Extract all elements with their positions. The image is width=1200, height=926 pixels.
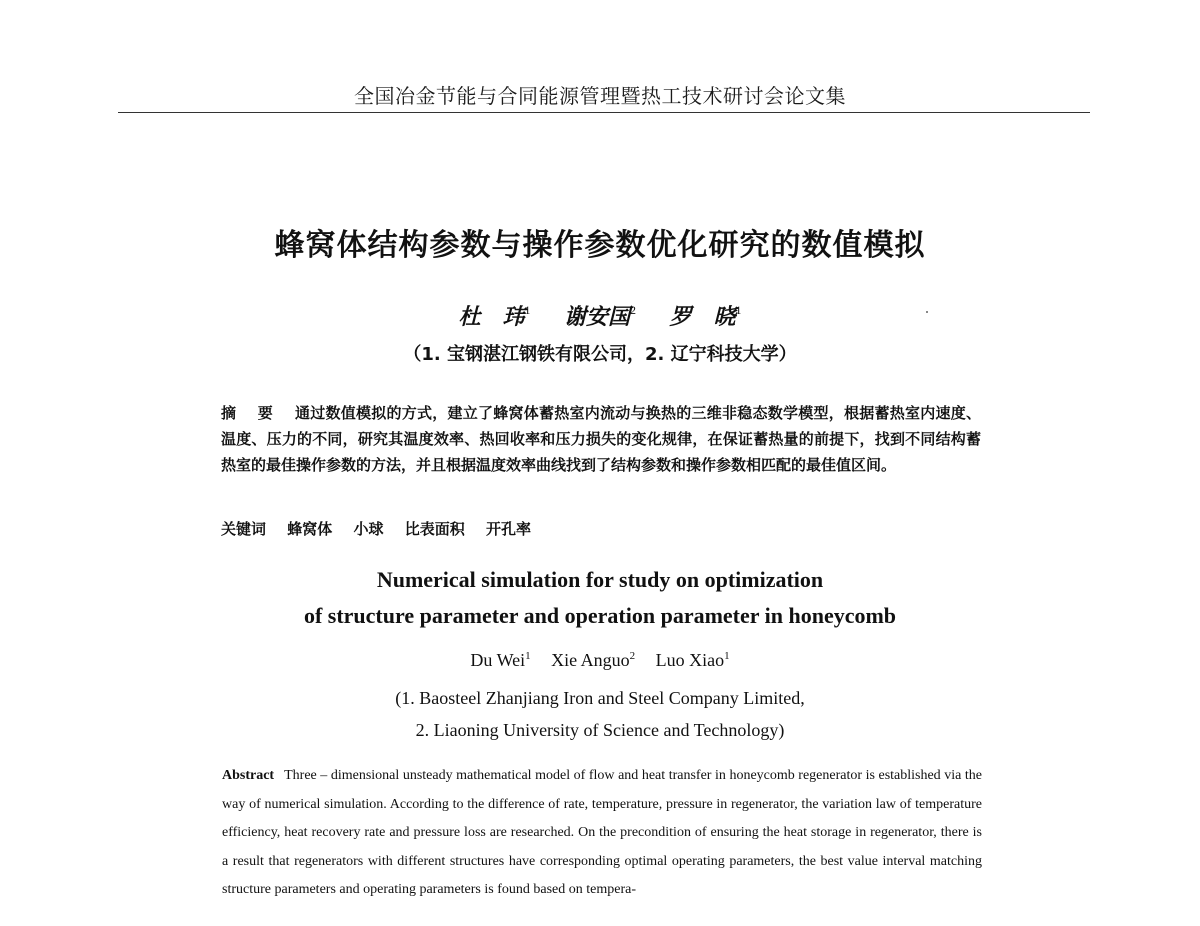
header-rule (118, 112, 1090, 113)
author (656, 650, 730, 670)
affiliation-marker: 1 (735, 302, 742, 317)
author (564, 304, 636, 329)
author (670, 304, 742, 329)
abstract-label: 摘 要 (221, 404, 281, 422)
keyword: 开孔率 (486, 520, 532, 538)
affiliation-marker: 1 (724, 650, 730, 662)
english-affiliations (0, 682, 1200, 746)
affiliation-marker: 1 (524, 302, 531, 317)
author-name: 谢安国 (563, 304, 630, 329)
chinese-keywords (221, 518, 531, 539)
chinese-authors (0, 300, 1200, 331)
keyword: 比表面积 (404, 520, 465, 538)
chinese-title: 蜂窝体结构参数与操作参数优化研究的数值模拟 (274, 228, 926, 263)
english-title-line: Numerical simulation for study on optimization (376, 567, 824, 592)
abstract-text: 通过数值模拟的方式，建立了蜂窝体蓄热室内流动与换热的三维非稳态数学模型，根据蓄热室内速度、温度、压力的不同，研究其温度效率、热回收率和压力损失的变化规律，在保证蓄热量的前提下，找到不同结构蓄热室的最佳操作参数的方法，并且根据温度效率曲线找到了结构参数和操作参数相匹配的最佳值区间。 (221, 404, 981, 474)
affiliation-line: (1. Baosteel Zhanjiang Iron and Steel Company Limited, (395, 688, 805, 708)
author (551, 650, 635, 670)
affiliation-marker: 2 (629, 650, 636, 662)
author-name: 罗 晓 (669, 304, 736, 329)
abstract-label: Abstract (222, 768, 275, 783)
english-authors (0, 650, 1200, 671)
chinese-abstract (221, 400, 981, 478)
english-abstract (222, 762, 982, 905)
author-name: Du Wei (470, 650, 526, 670)
scan-speck (926, 311, 928, 313)
keyword: 蜂窝体 (287, 520, 333, 538)
english-title-line: of structure parameter and operation parameter in honeycomb (303, 603, 897, 628)
keyword: 小球 (353, 520, 384, 538)
running-header: 全国冶金节能与合同能源管理暨热工技术研讨会论文集 (354, 84, 846, 108)
english-title (0, 562, 1200, 634)
affiliation-marker: 1 (525, 650, 531, 662)
affiliation-line: 2. Liaoning University of Science and Technology) (415, 720, 785, 740)
author-name: Luo Xiao (655, 650, 725, 670)
author-name: 杜 玮 (458, 304, 525, 329)
chinese-affiliations: （1. 宝钢湛江钢铁有限公司，2. 辽宁科技大学） (403, 344, 797, 365)
affiliation-marker: 2 (630, 302, 636, 317)
abstract-text: Three – dimensional unsteady mathematical model of flow and heat transfer in honeycomb regenerator is established via the way of numerical simulation. According to the difference of rate, temperature, pressure in regenerator, the variation law of temperature efficiency, heat recovery rate and pressure loss are researched. On the precondition of ensuring the heat storage in regenerator, there is a result that regenerators with different structures have corresponding optimal operating parameters, the best value interval matching structure parameters and operating parameters is found based on tempera- (222, 768, 982, 897)
author (458, 304, 530, 329)
author (470, 650, 530, 670)
keywords-label: 关键词 (221, 520, 267, 538)
author-name: Xie Anguo (551, 650, 630, 670)
